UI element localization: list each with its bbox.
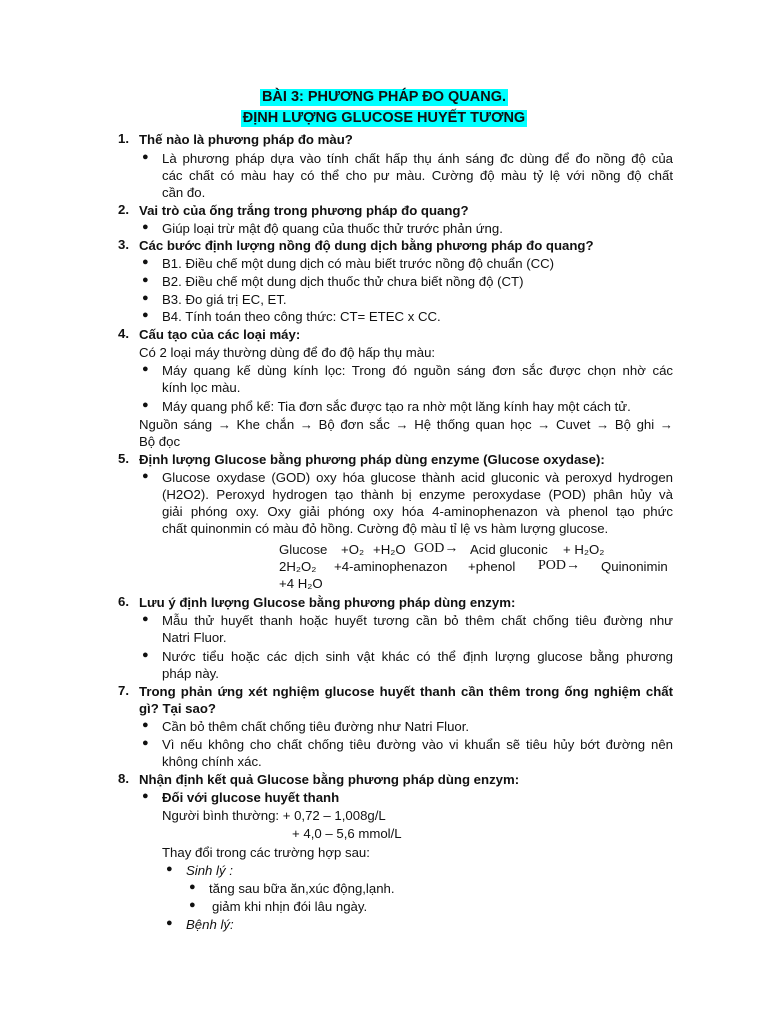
s3-b1: B1. Điều chế một dung dịch có màu biết trước nồng độ chuẩn (CC) xyxy=(162,256,555,271)
s5-b1-line1: Glucose oxydase (GOD) oxy hóa glucose thành acid gluconic và peroxyd hydrogen xyxy=(162,470,673,485)
s8-benh-ly: Bệnh lý: xyxy=(186,917,234,932)
s5-b1-line3: giải phóng oxy. Oxy giải phóng oxy hóa 4-aminophenazon và phenol tạo phức xyxy=(162,504,673,519)
eq2-phenol: +phenol xyxy=(468,559,516,574)
section-1-heading: Thế nào là phương pháp đo màu? xyxy=(139,132,353,147)
title-line-1-wrap xyxy=(0,89,768,106)
eq2-aminophenazon: +4-aminophenazon xyxy=(334,559,448,574)
bullet-icon: ● xyxy=(142,790,149,802)
section-1-number: 1. xyxy=(118,131,129,146)
s4-b1-line2: kính lọc màu. xyxy=(162,380,241,395)
s8-change: Thay đổi trong các trường hợp sau: xyxy=(162,845,370,860)
s6-b2-line2: pháp này. xyxy=(162,666,219,681)
section-7-number: 7. xyxy=(118,683,129,698)
section-2-number: 2. xyxy=(118,202,129,217)
section-8-heading: Nhận định kết quả Glucose bằng phương pháp dùng enzym: xyxy=(139,772,520,787)
s8-sl2: giảm khi nhịn đói lâu ngày. xyxy=(212,899,368,914)
section-8-number: 8. xyxy=(118,771,129,786)
s6-b1-line2: Natri Fluor. xyxy=(162,630,227,645)
s6-b2-line1: Nước tiểu hoặc các dịch sinh vật khác có thể định lượng glucose bằng phương xyxy=(162,649,673,664)
eq2-quinonimin: Quinonimin xyxy=(601,559,668,574)
section-5-number: 5. xyxy=(118,451,129,466)
section-6-number: 6. xyxy=(118,594,129,609)
section-3-heading: Các bước định lượng nồng độ dung dịch bằng phương pháp đo quang? xyxy=(139,238,594,253)
eq1-h2o: +H₂O xyxy=(373,542,406,557)
s1-b1-line1: Là phương pháp dựa vào tính chất hấp thụ ánh sáng đc dùng để đo nồng độ của xyxy=(162,151,673,166)
bullet-icon: ● xyxy=(142,256,149,268)
bullet-icon: ● xyxy=(166,863,173,875)
s5-b1-line4: chất quinonmin có màu đỏ hồng. Cường độ màu tỉ lệ vs hàm lượng glucose. xyxy=(162,521,609,536)
bullet-icon: ● xyxy=(142,292,149,304)
s6-b1-line1: Mẫu thử huyết thanh hoặc huyết tương cần bỏ thêm chất chống tiêu đường như xyxy=(162,613,673,628)
s8-normal-2: + 4,0 – 5,6 mmol/L xyxy=(292,826,402,841)
s3-b3: B3. Đo giá trị EC, ET. xyxy=(162,292,287,307)
s8-normal-1: Người bình thường: + 0,72 – 1,008g/L xyxy=(162,808,386,823)
s4-intro: Có 2 loại máy thường dùng để đo độ hấp thụ màu: xyxy=(139,345,436,360)
bullet-icon: ● xyxy=(142,649,149,661)
bullet-icon: ● xyxy=(142,470,149,482)
bullet-icon: ● xyxy=(142,399,149,411)
section-4-number: 4. xyxy=(118,326,129,341)
s2-b1: Giúp loại trừ mật độ quang của thuốc thử trước phản ứng. xyxy=(162,221,503,236)
title-line-2-wrap xyxy=(0,110,768,127)
eq1-h2o2: + H₂O₂ xyxy=(563,542,605,557)
bullet-icon: ● xyxy=(142,363,149,375)
eq1-o2: +O₂ xyxy=(341,542,365,557)
s7-b2-line2: không chính xác. xyxy=(162,754,262,769)
eq1-god-arrow: GOD→ xyxy=(414,541,459,556)
section-7-heading-line1: Trong phản ứng xét nghiệm glucose huyết thanh cần thêm trong ống nghiệm chất xyxy=(139,684,673,699)
bullet-icon: ● xyxy=(189,881,196,893)
bullet-icon: ● xyxy=(142,274,149,286)
eq1-acid: Acid gluconic xyxy=(470,542,548,557)
s4-chain-line1: Nguồn sáng → Khe chắn → Bộ đơn sắc → Hệ thống quan học → Cuvet → Bộ ghi → xyxy=(139,417,673,432)
s5-b1-line2: (H2O2). Peroxyd hydrogen tạo thành bị enzyme peroxydase (POD) phân hủy và xyxy=(162,487,673,502)
s8-b1: Đối với glucose huyết thanh xyxy=(162,790,340,805)
eq1-glucose: Glucose xyxy=(279,542,328,557)
bullet-icon: ● xyxy=(142,309,149,321)
eq3-h2o: +4 H₂O xyxy=(279,576,323,591)
s1-b1-line2: các chất có màu hay có thể cho pư màu. Cường độ màu tỷ lệ với nồng độ chất xyxy=(162,168,673,183)
s3-b2: B2. Điều chế một dung dịch thuốc thử chưa biết nồng độ (CT) xyxy=(162,274,524,289)
bullet-icon: ● xyxy=(142,737,149,749)
section-3-number: 3. xyxy=(118,237,129,252)
section-7-heading-line2: gì? Tại sao? xyxy=(139,701,216,716)
bullet-icon: ● xyxy=(166,917,173,929)
bullet-icon: ● xyxy=(142,151,149,163)
section-2-heading: Vai trò của ống trắng trong phương pháp đo quang? xyxy=(139,203,469,218)
s1-b1-line3: cần đo. xyxy=(162,185,206,200)
title-line-1: BÀI 3: PHƯƠNG PHÁP ĐO QUANG. xyxy=(261,89,507,105)
bullet-icon: ● xyxy=(142,221,149,233)
s4-chain-line2: Bộ đọc xyxy=(139,434,181,449)
s7-b2-line1: Vì nếu không cho chất chống tiêu đường vào vi khuẩn sẽ tiêu hủy bớt đường nên xyxy=(162,737,673,752)
eq2-pod-arrow: POD→ xyxy=(538,558,581,573)
section-6-heading: Lưu ý định lượng Glucose bằng phương pháp dùng enzym: xyxy=(139,595,516,610)
eq2-2h2o2: 2H₂O₂ xyxy=(279,559,317,574)
s7-b1: Cần bỏ thêm chất chống tiêu đường như Natri Fluor. xyxy=(162,719,470,734)
section-5-heading: Định lượng Glucose bằng phương pháp dùng enzyme (Glucose oxydase): xyxy=(139,452,605,467)
section-4-heading: Cấu tạo của các loại máy: xyxy=(139,327,301,342)
title-line-2: ĐỊNH LƯỢNG GLUCOSE HUYẾT TƯƠNG xyxy=(242,110,526,126)
s4-b1-line1: Máy quang kế dùng kính lọc: Trong đó nguồn sáng đơn sắc được chọn nhờ các xyxy=(162,363,673,378)
s3-b4: B4. Tính toán theo công thức: CT= ETEC x CC. xyxy=(162,309,441,324)
bullet-icon: ● xyxy=(142,613,149,625)
bullet-icon: ● xyxy=(189,899,196,911)
s4-b2: Máy quang phổ kế: Tia đơn sắc được tạo ra nhờ một lăng kính hay một cách tử. xyxy=(162,399,631,414)
bullet-icon: ● xyxy=(142,719,149,731)
s8-sinh-ly: Sinh lý : xyxy=(186,863,233,878)
s8-sl1: tăng sau bữa ăn,xúc động,lạnh. xyxy=(209,881,395,896)
